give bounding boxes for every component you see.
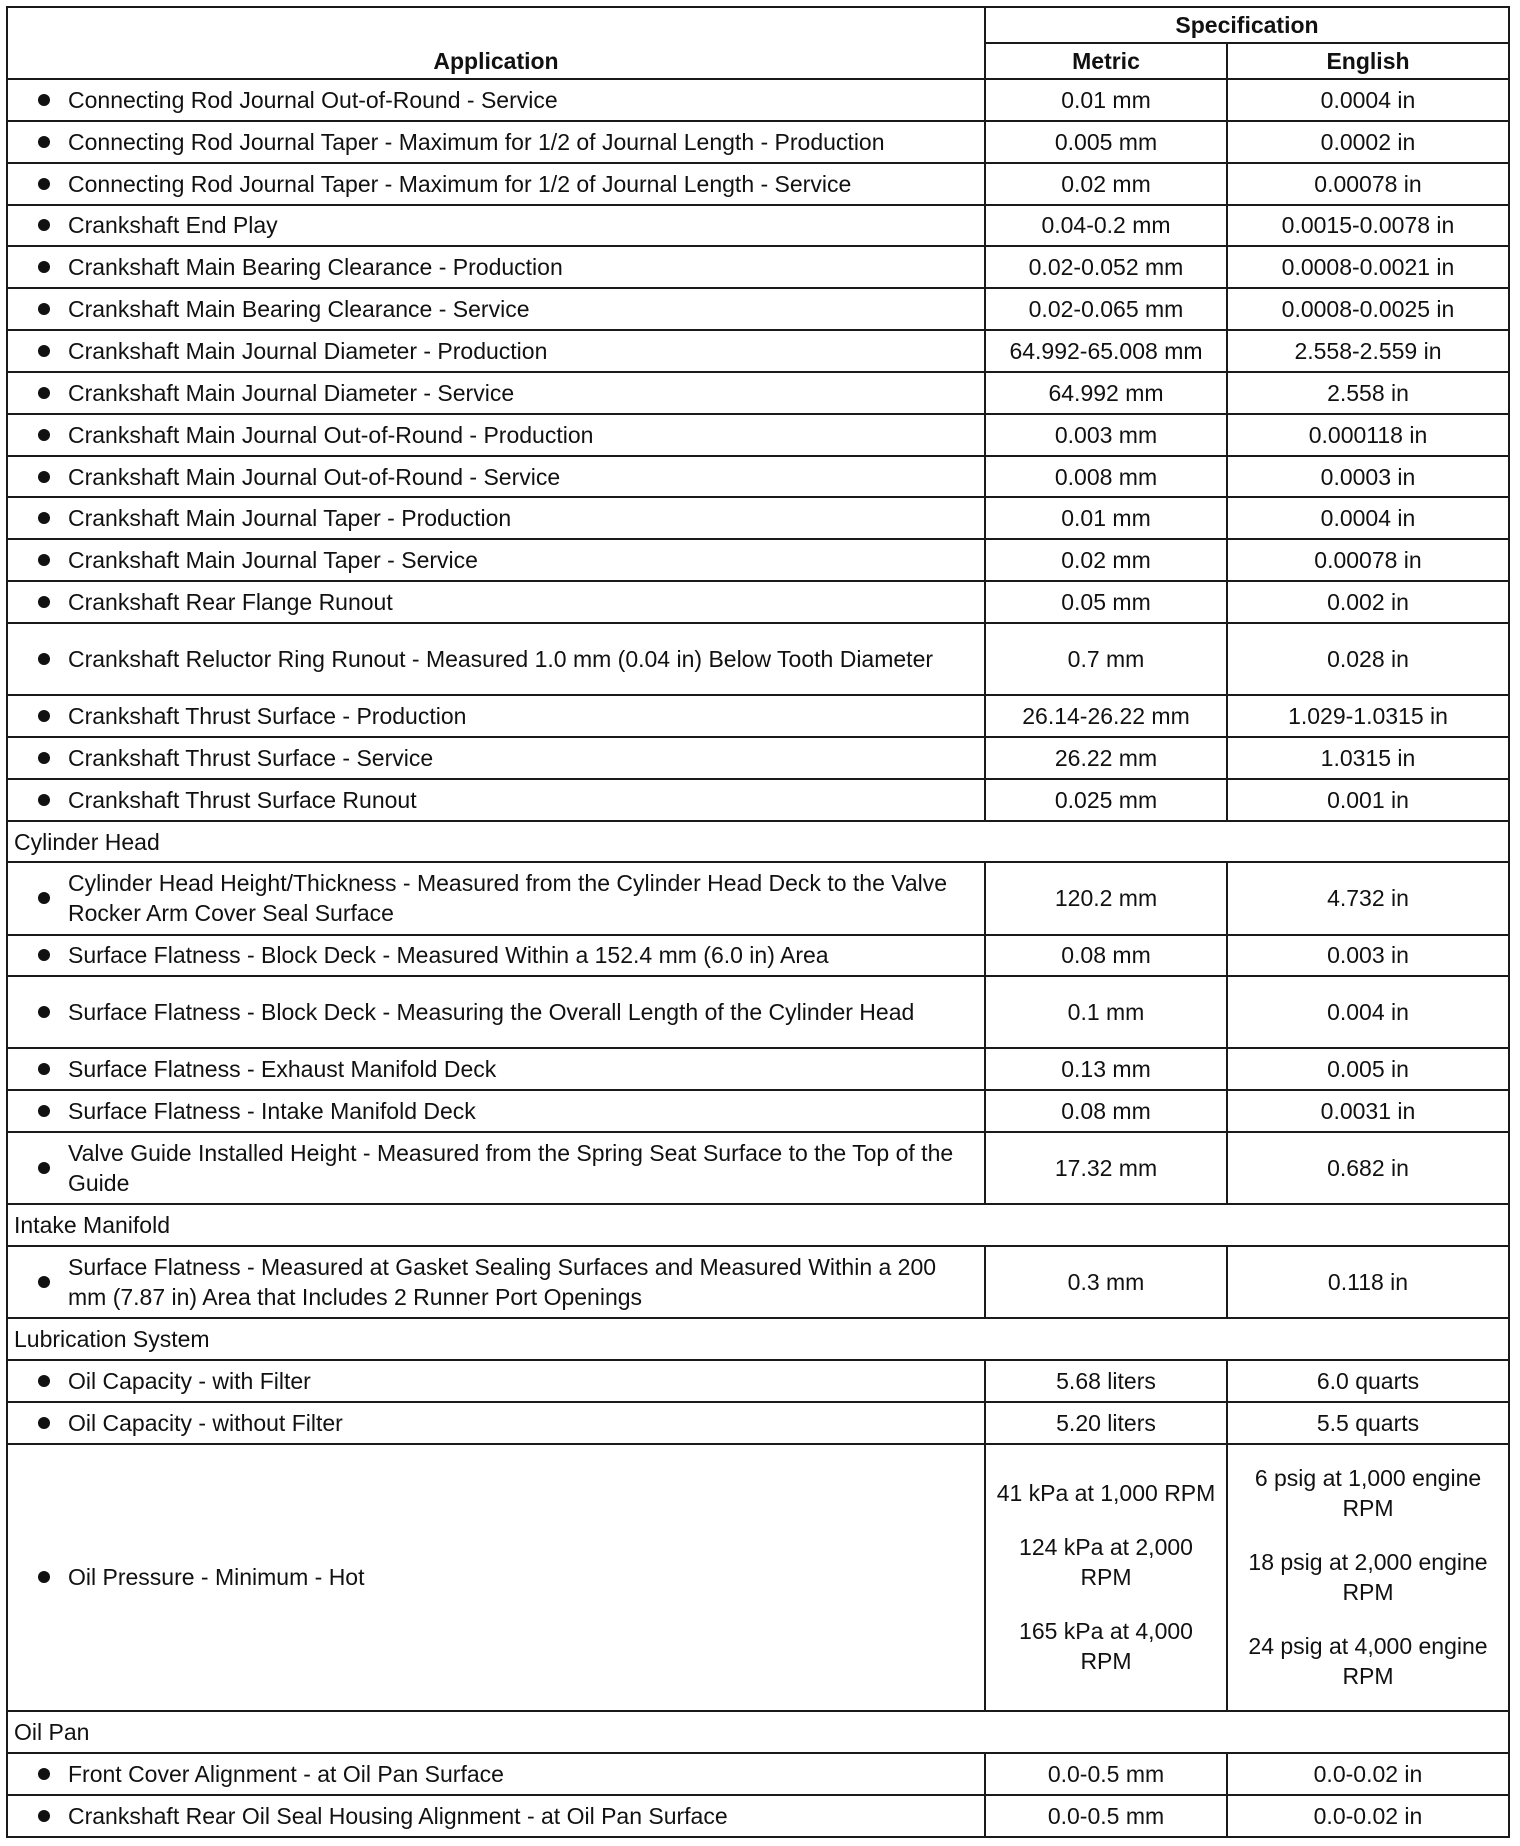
section-title: Oil Pan bbox=[7, 1711, 1509, 1753]
metric-value: 0.01 mm bbox=[985, 497, 1227, 539]
application-text: Surface Flatness - Measured at Gasket Sealing Surfaces and Measured Within a 200 mm (7.87 in) Area that Includes 2 Runner Port Openings bbox=[68, 1254, 937, 1311]
table-row bbox=[7, 1402, 1509, 1444]
table-row bbox=[7, 288, 1509, 330]
table-row bbox=[7, 246, 1509, 288]
application-cell bbox=[7, 737, 985, 779]
bullet-icon bbox=[38, 554, 50, 566]
table-row bbox=[7, 779, 1509, 821]
application-text: Crankshaft Main Bearing Clearance - Service bbox=[68, 296, 530, 323]
bullet-icon bbox=[38, 136, 50, 148]
table-row bbox=[7, 976, 1509, 1048]
english-value: 0.028 in bbox=[1227, 623, 1509, 695]
metric-cell bbox=[985, 1444, 1227, 1711]
application-text: Crankshaft Main Journal Taper - Service bbox=[68, 547, 478, 574]
table-header bbox=[7, 7, 1509, 79]
bullet-icon bbox=[38, 471, 50, 483]
bullet-icon bbox=[38, 752, 50, 764]
english-value: 5.5 quarts bbox=[1227, 1402, 1509, 1444]
application-cell bbox=[7, 121, 985, 163]
english-value: 4.732 in bbox=[1227, 862, 1509, 934]
metric-value: 26.14-26.22 mm bbox=[985, 695, 1227, 737]
bullet-icon bbox=[38, 596, 50, 608]
metric-value: 0.7 mm bbox=[985, 623, 1227, 695]
application-text: Oil Pressure - Minimum - Hot bbox=[68, 1564, 365, 1591]
english-value: 0.000118 in bbox=[1227, 414, 1509, 456]
english-value: 0.00078 in bbox=[1227, 163, 1509, 205]
english-value: 24 psig at 4,000 engine RPM bbox=[1248, 1633, 1488, 1690]
english-value: 6 psig at 1,000 engine RPM bbox=[1254, 1465, 1482, 1522]
table-row bbox=[7, 497, 1509, 539]
application-text: Front Cover Alignment - at Oil Pan Surface bbox=[68, 1760, 504, 1787]
english-value: 0.0015-0.0078 in bbox=[1227, 205, 1509, 247]
application-cell bbox=[7, 1090, 985, 1132]
metric-value: 5.68 liters bbox=[985, 1360, 1227, 1402]
metric-value: 41 kPa at 1,000 RPM bbox=[996, 1480, 1216, 1507]
bullet-item bbox=[14, 868, 978, 928]
english-value: 6.0 quarts bbox=[1227, 1360, 1509, 1402]
metric-value: 0.13 mm bbox=[985, 1048, 1227, 1090]
specification-column-header: Specification bbox=[985, 7, 1509, 43]
bullet-item bbox=[14, 420, 978, 450]
table-row bbox=[7, 935, 1509, 977]
bullet-item bbox=[14, 1252, 978, 1312]
application-cell bbox=[7, 935, 985, 977]
table-row bbox=[7, 372, 1509, 414]
metric-value: 0.1 mm bbox=[985, 976, 1227, 1048]
table-row bbox=[7, 1753, 1509, 1795]
metric-value: 0.0-0.5 mm bbox=[985, 1795, 1227, 1837]
english-value: 0.0031 in bbox=[1227, 1090, 1509, 1132]
bullet-item bbox=[14, 210, 978, 240]
metric-value: 0.003 mm bbox=[985, 414, 1227, 456]
bullet-item bbox=[14, 503, 978, 533]
bullet-icon bbox=[38, 653, 50, 665]
application-cell bbox=[7, 163, 985, 205]
metric-value: 0.0-0.5 mm bbox=[985, 1753, 1227, 1795]
application-text: Oil Capacity - with Filter bbox=[68, 1367, 311, 1394]
section-row bbox=[7, 821, 1509, 863]
bullet-item bbox=[14, 997, 978, 1027]
english-value: 0.0003 in bbox=[1227, 456, 1509, 498]
table-row bbox=[7, 695, 1509, 737]
application-text: Connecting Rod Journal Taper - Maximum for 1/2 of Journal Length - Service bbox=[68, 170, 852, 197]
bullet-item bbox=[14, 1138, 978, 1198]
english-value: 0.0008-0.0021 in bbox=[1227, 246, 1509, 288]
english-cell bbox=[1227, 1444, 1509, 1711]
english-value: 0.0002 in bbox=[1227, 121, 1509, 163]
metric-value: 0.04-0.2 mm bbox=[985, 205, 1227, 247]
application-text: Crankshaft End Play bbox=[68, 212, 278, 239]
english-value: 0.002 in bbox=[1227, 581, 1509, 623]
bullet-icon bbox=[38, 1162, 50, 1174]
bullet-item bbox=[14, 462, 978, 492]
bullet-item bbox=[14, 1054, 978, 1084]
application-cell bbox=[7, 1795, 985, 1837]
english-value: 0.004 in bbox=[1227, 976, 1509, 1048]
metric-value: 0.08 mm bbox=[985, 1090, 1227, 1132]
table-row bbox=[7, 623, 1509, 695]
section-row bbox=[7, 1204, 1509, 1246]
metric-value: 26.22 mm bbox=[985, 737, 1227, 779]
table-row bbox=[7, 862, 1509, 934]
application-cell bbox=[7, 976, 985, 1048]
application-cell bbox=[7, 1444, 985, 1711]
metric-column-header: Metric bbox=[985, 43, 1227, 79]
table-row bbox=[7, 79, 1509, 121]
bullet-icon bbox=[38, 94, 50, 106]
bullet-icon bbox=[38, 303, 50, 315]
metric-value: 0.3 mm bbox=[985, 1246, 1227, 1318]
application-text: Crankshaft Thrust Surface Runout bbox=[68, 786, 417, 813]
bullet-item bbox=[14, 378, 978, 408]
bullet-item bbox=[14, 252, 978, 282]
application-cell bbox=[7, 414, 985, 456]
bullet-icon bbox=[38, 1276, 50, 1288]
bullet-icon bbox=[38, 1417, 50, 1429]
metric-value: 0.02 mm bbox=[985, 163, 1227, 205]
bullet-icon bbox=[38, 1810, 50, 1822]
bullet-icon bbox=[38, 1571, 50, 1583]
english-value: 0.005 in bbox=[1227, 1048, 1509, 1090]
application-cell bbox=[7, 1753, 985, 1795]
section-row bbox=[7, 1711, 1509, 1753]
application-text: Crankshaft Main Journal Taper - Production bbox=[68, 505, 512, 532]
table-row bbox=[7, 1795, 1509, 1837]
application-cell bbox=[7, 623, 985, 695]
english-value: 0.003 in bbox=[1227, 935, 1509, 977]
application-text: Valve Guide Installed Height - Measured from the Spring Seat Surface to the Top of the Guide bbox=[68, 1140, 954, 1197]
bullet-icon bbox=[38, 1063, 50, 1075]
metric-value: 120.2 mm bbox=[985, 862, 1227, 934]
table-row bbox=[7, 330, 1509, 372]
english-value: 0.0004 in bbox=[1227, 497, 1509, 539]
application-text: Surface Flatness - Block Deck - Measured Within a 152.4 mm (6.0 in) Area bbox=[68, 942, 829, 969]
application-text: Connecting Rod Journal Out-of-Round - Service bbox=[68, 86, 558, 113]
bullet-icon bbox=[38, 1006, 50, 1018]
application-text: Crankshaft Reluctor Ring Runout - Measured 1.0 mm (0.04 in) Below Tooth Diameter bbox=[68, 646, 934, 672]
application-cell bbox=[7, 1402, 985, 1444]
section-title: Intake Manifold bbox=[7, 1204, 1509, 1246]
bullet-item bbox=[14, 1408, 978, 1438]
bullet-item bbox=[14, 169, 978, 199]
english-value: 0.682 in bbox=[1227, 1132, 1509, 1204]
application-cell bbox=[7, 372, 985, 414]
application-text: Crankshaft Main Journal Diameter - Production bbox=[68, 337, 548, 364]
table-row bbox=[7, 205, 1509, 247]
table-row bbox=[7, 1048, 1509, 1090]
english-value: 2.558-2.559 in bbox=[1227, 330, 1509, 372]
application-cell bbox=[7, 779, 985, 821]
application-text: Crankshaft Rear Flange Runout bbox=[68, 589, 393, 616]
bullet-icon bbox=[38, 710, 50, 722]
application-text: Surface Flatness - Exhaust Manifold Deck bbox=[68, 1056, 497, 1083]
table-row bbox=[7, 1246, 1509, 1318]
bullet-item bbox=[14, 127, 978, 157]
metric-value: 165 kPa at 4,000 RPM bbox=[1019, 1618, 1193, 1675]
metric-value: 0.01 mm bbox=[985, 79, 1227, 121]
table-row bbox=[7, 737, 1509, 779]
bullet-item bbox=[14, 1562, 978, 1592]
english-value: 0.0-0.02 in bbox=[1227, 1795, 1509, 1837]
bullet-icon bbox=[38, 219, 50, 231]
application-text: Crankshaft Thrust Surface - Service bbox=[68, 744, 434, 771]
bullet-item bbox=[14, 85, 978, 115]
application-cell bbox=[7, 581, 985, 623]
english-value: 0.0-0.02 in bbox=[1227, 1753, 1509, 1795]
application-cell bbox=[7, 1048, 985, 1090]
application-cell bbox=[7, 288, 985, 330]
section-title: Lubrication System bbox=[7, 1318, 1509, 1360]
bullet-icon bbox=[38, 387, 50, 399]
metric-value: 0.025 mm bbox=[985, 779, 1227, 821]
metric-value: 0.008 mm bbox=[985, 456, 1227, 498]
application-text: Crankshaft Main Journal Out-of-Round - Service bbox=[68, 463, 561, 490]
english-value: 0.001 in bbox=[1227, 779, 1509, 821]
application-cell bbox=[7, 862, 985, 934]
english-value: 2.558 in bbox=[1227, 372, 1509, 414]
bullet-item bbox=[14, 336, 978, 366]
bullet-item bbox=[14, 587, 978, 617]
application-cell bbox=[7, 539, 985, 581]
bullet-item bbox=[14, 940, 978, 970]
application-column-header: Application bbox=[7, 7, 985, 79]
metric-value: 0.02-0.052 mm bbox=[985, 246, 1227, 288]
application-cell bbox=[7, 456, 985, 498]
table-row bbox=[7, 456, 1509, 498]
application-text: Crankshaft Thrust Surface - Production bbox=[68, 702, 467, 729]
application-cell bbox=[7, 79, 985, 121]
bullet-item bbox=[14, 701, 978, 731]
table-row bbox=[7, 414, 1509, 456]
metric-value: 0.05 mm bbox=[985, 581, 1227, 623]
table-row bbox=[7, 1132, 1509, 1204]
english-value: 0.00078 in bbox=[1227, 539, 1509, 581]
metric-value: 0.02-0.065 mm bbox=[985, 288, 1227, 330]
application-cell bbox=[7, 695, 985, 737]
english-value: 18 psig at 2,000 engine RPM bbox=[1248, 1549, 1488, 1606]
bullet-icon bbox=[38, 512, 50, 524]
bullet-icon bbox=[38, 1768, 50, 1780]
english-value: 1.029-1.0315 in bbox=[1227, 695, 1509, 737]
table-row bbox=[7, 1090, 1509, 1132]
bullet-item bbox=[14, 785, 978, 815]
metric-value: 0.08 mm bbox=[985, 935, 1227, 977]
metric-value: 64.992 mm bbox=[985, 372, 1227, 414]
bullet-item bbox=[14, 743, 978, 773]
section-row bbox=[7, 1318, 1509, 1360]
table-row bbox=[7, 539, 1509, 581]
metric-value: 5.20 liters bbox=[985, 1402, 1227, 1444]
metric-value: 0.02 mm bbox=[985, 539, 1227, 581]
table-row bbox=[7, 581, 1509, 623]
table-row bbox=[7, 121, 1509, 163]
english-value: 0.0008-0.0025 in bbox=[1227, 288, 1509, 330]
bullet-icon bbox=[38, 1375, 50, 1387]
bullet-icon bbox=[38, 794, 50, 806]
application-text: Surface Flatness - Block Deck - Measuring the Overall Length of the Cylinder Head bbox=[68, 999, 915, 1026]
metric-value: 0.005 mm bbox=[985, 121, 1227, 163]
bullet-item bbox=[14, 1801, 978, 1831]
bullet-item bbox=[14, 545, 978, 575]
metric-value: 64.992-65.008 mm bbox=[985, 330, 1227, 372]
application-text: Cylinder Head Height/Thickness - Measured from the Cylinder Head Deck to the Valve Rocker Arm Cover Seal Surface bbox=[68, 870, 948, 927]
bullet-icon bbox=[38, 1105, 50, 1117]
application-text: Oil Capacity - without Filter bbox=[68, 1409, 343, 1436]
section-title: Cylinder Head bbox=[7, 821, 1509, 863]
table-row bbox=[7, 1360, 1509, 1402]
application-text: Crankshaft Main Journal Diameter - Service bbox=[68, 379, 515, 406]
table-row bbox=[7, 1444, 1509, 1711]
application-cell bbox=[7, 1246, 985, 1318]
bullet-icon bbox=[38, 261, 50, 273]
english-column-header: English bbox=[1227, 43, 1509, 79]
metric-value: 17.32 mm bbox=[985, 1132, 1227, 1204]
application-cell bbox=[7, 497, 985, 539]
table-body bbox=[7, 79, 1509, 1837]
table-row bbox=[7, 163, 1509, 205]
bullet-item bbox=[14, 644, 978, 674]
bullet-icon bbox=[38, 949, 50, 961]
metric-value: 124 kPa at 2,000 RPM bbox=[1019, 1534, 1193, 1591]
bullet-item bbox=[14, 294, 978, 324]
application-cell bbox=[7, 330, 985, 372]
application-text: Crankshaft Rear Oil Seal Housing Alignment - at Oil Pan Surface bbox=[68, 1802, 728, 1829]
bullet-item bbox=[14, 1096, 978, 1126]
application-cell bbox=[7, 1132, 985, 1204]
application-text: Connecting Rod Journal Taper - Maximum for 1/2 of Journal Length - Production bbox=[68, 128, 885, 155]
english-value: 0.0004 in bbox=[1227, 79, 1509, 121]
english-value: 0.118 in bbox=[1227, 1246, 1509, 1318]
application-text: Crankshaft Main Journal Out-of-Round - Production bbox=[68, 421, 594, 448]
english-value: 1.0315 in bbox=[1227, 737, 1509, 779]
bullet-item bbox=[14, 1366, 978, 1396]
specification-table bbox=[6, 6, 1510, 1838]
bullet-icon bbox=[38, 178, 50, 190]
bullet-icon bbox=[38, 429, 50, 441]
bullet-icon bbox=[38, 892, 50, 904]
application-text: Surface Flatness - Intake Manifold Deck bbox=[68, 1098, 476, 1125]
application-text: Crankshaft Main Bearing Clearance - Production bbox=[68, 254, 563, 281]
application-cell bbox=[7, 205, 985, 247]
bullet-icon bbox=[38, 345, 50, 357]
bullet-item bbox=[14, 1759, 978, 1789]
application-cell bbox=[7, 1360, 985, 1402]
application-cell bbox=[7, 246, 985, 288]
